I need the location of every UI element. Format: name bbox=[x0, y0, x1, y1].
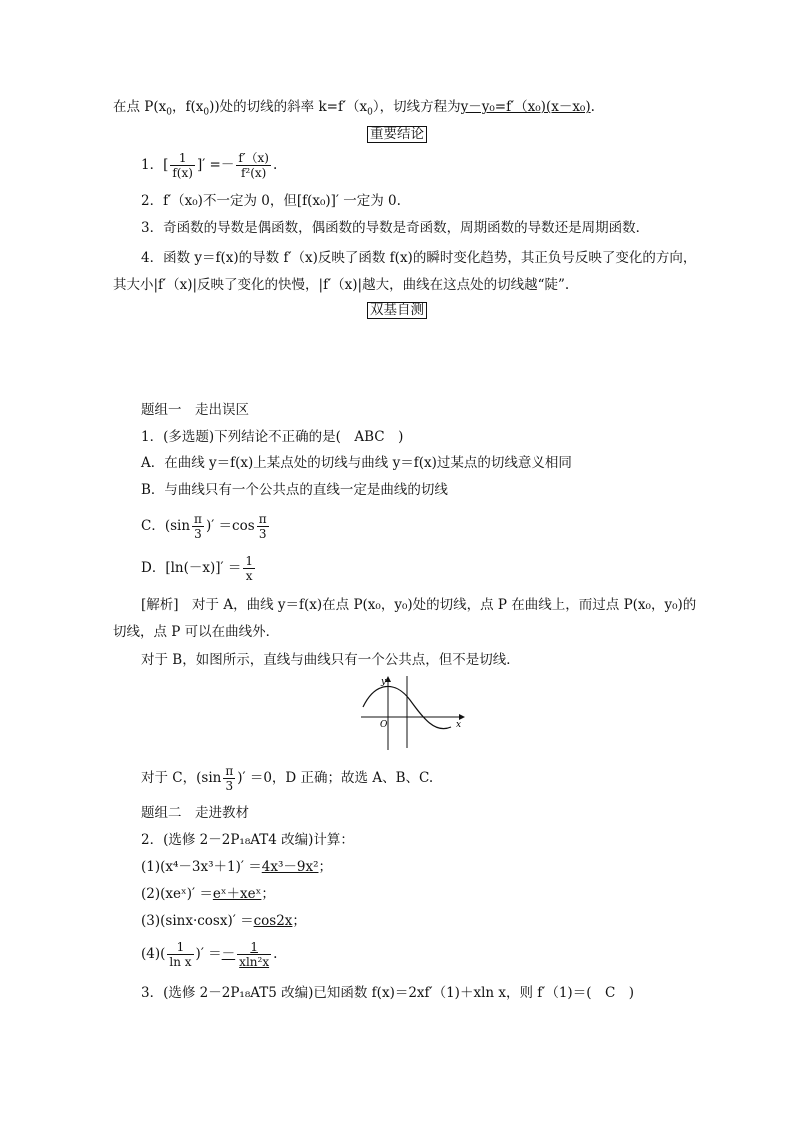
analysis-tag: [解析] bbox=[141, 597, 179, 613]
tangent-equation: y－y₀=f′（x₀)(x－x₀) bbox=[460, 99, 591, 115]
question-2: 2．(选修 2－2P₁₈AT4 改编)计算： bbox=[141, 832, 354, 848]
part-1: (1)(x⁴－3x³＋1)′ ＝4x³－9x²； bbox=[141, 859, 332, 875]
intro-line: 在点 $P(x_0$，$f(x_0)$)处的切线的斜率 $k=f'(x_0)$，切线方程为y－y₀=f′（x₀)(x－x₀). bbox=[113, 99, 595, 118]
option-d: D．[ln(－x)]′ ＝ $\frac{1}{x}$ bbox=[141, 554, 254, 583]
part-2: (2)(xeˣ)′ ＝eˣ＋xeˣ； bbox=[141, 886, 275, 902]
conclusion-item-2: 2．f′（x₀)不一定为 0，但[f(x₀)]′ 一定为 0. bbox=[141, 193, 401, 209]
answer-2: eˣ＋xeˣ bbox=[212, 886, 262, 902]
analysis-line-4: 对于 C，(sin $\frac{\pi}{3}$ )′ ＝0，D 正确；故选 A、B、C. bbox=[141, 764, 434, 793]
question-3: 3．(选修 2－2P₁₈AT5 改编)已知函数 f(x)＝2xf′（1)＋xln x，则 f′（1)＝( C ) bbox=[141, 985, 635, 1001]
analysis-line-2: 切线，点 P 可以在曲线外． bbox=[113, 624, 280, 640]
group2-title: 题组二 走进教材 bbox=[141, 805, 249, 821]
analysis-line-1: [解析] 对于 A，曲线 y＝f(x)在点 P(x₀，y₀)处的切线，点 P 在曲线上，而过点 P(x₀，y₀)的 bbox=[141, 597, 697, 613]
option-a: A．在曲线 y＝f(x)上某点处的切线与曲线 y＝f(x)过某点的切线意义相同 bbox=[141, 455, 572, 471]
answer-1: 4x³－9x² bbox=[261, 859, 319, 875]
answer-4: － $\frac{1}{\text{xln²x}}$ bbox=[221, 939, 270, 969]
conclusion-item-4-cont: 其大小|f′（x)|反映了变化的快慢，|f′（x)|越大，曲线在这点处的切线越“陡”. bbox=[113, 277, 570, 293]
conclusion-item-1: 1．[ $\frac{1}{f(x)}$ ]′ =－ $\frac{f'(x)}{\text{f²(x)}}$ . bbox=[141, 151, 278, 180]
option-c: C．(sin $\frac{\pi}{3}$ )′ ＝cos $\frac{\pi}{3}$ bbox=[141, 512, 267, 541]
group1-title: 题组一 走出误区 bbox=[141, 402, 249, 418]
option-b: B．与曲线只有一个公共点的直线一定是曲线的切线 bbox=[141, 482, 448, 498]
curve-and-line-graph bbox=[355, 672, 465, 752]
conclusion-item-4: 4．函数 y＝f(x)的导数 f′（x)反映了函数 f(x)的瞬时变化趋势，其正负号反映了变化的方向， bbox=[141, 250, 697, 266]
conclusions-heading: 重要结论 bbox=[0, 124, 794, 144]
part-4: (4)( $\frac{1}{\text{ln x}}$ )′ ＝ － $\frac{1}{\text{xln²x}}$ . bbox=[141, 939, 278, 969]
analysis-line-3: 对于 B，如图所示，直线与曲线只有一个公共点，但不是切线． bbox=[141, 652, 520, 668]
selftest-heading: 双基自测 bbox=[0, 300, 794, 320]
graph-x-label: x bbox=[456, 720, 462, 730]
graph-origin-label: O bbox=[380, 720, 388, 730]
part-3: (3)(sinx·cosx)′ ＝cos2x； bbox=[141, 913, 306, 929]
graph-y-label: y bbox=[381, 677, 387, 687]
conclusion-item-3: 3．奇函数的导数是偶函数，偶函数的导数是奇函数，周期函数的导数还是周期函数． bbox=[141, 220, 650, 236]
question-1: 1．(多选题)下列结论不正确的是( ABC ) bbox=[141, 429, 404, 445]
answer-3: cos2x bbox=[253, 913, 293, 929]
